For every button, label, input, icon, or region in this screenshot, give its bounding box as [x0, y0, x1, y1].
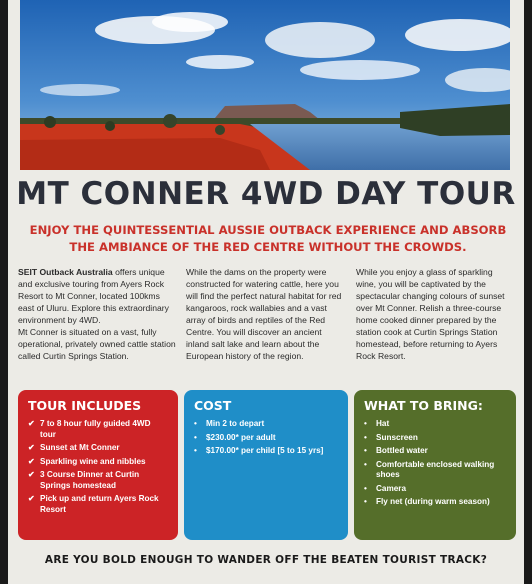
list-item: • Sunscreen [364, 432, 418, 442]
text-column-1 [18, 266, 176, 362]
tour-includes-list [28, 419, 168, 515]
list-item: ✔ 3 Course Dinner at Curtin Springs homestead [28, 470, 140, 490]
column-1-paragraph-1 [18, 266, 176, 326]
check-icon: ✔ [28, 443, 35, 452]
page-title: MT CONNER 4WD DAY TOUR [16, 176, 516, 212]
tour-includes-heading: TOUR INCLUDES [28, 398, 142, 413]
cost-list [194, 419, 338, 457]
bullet-icon: • [364, 419, 367, 428]
what-to-bring-list [364, 419, 506, 508]
footer-tagline: ARE YOU BOLD ENOUGH TO WANDER OFF THE BEATEN TOURIST TRACK? [44, 554, 488, 566]
hero-photo-mt-conner [20, 0, 510, 170]
check-icon: ✔ [28, 494, 35, 503]
list-item: ✔ 7 to 8 hour fully guided 4WD tour [28, 419, 151, 439]
landscape-illustration [20, 0, 510, 170]
bullet-icon: • [364, 497, 367, 506]
column-1-paragraph-2: Mt Conner is situated on a vast, fully operational, privately owned cattle station called Curtin Springs Station. [18, 327, 176, 361]
list-item: • Comfortable enclosed walking shoes [364, 459, 495, 479]
check-icon: ✔ [28, 470, 35, 479]
what-to-bring-heading: WHAT TO BRING: [364, 398, 483, 413]
list-item: • Min 2 to depart [194, 419, 265, 428]
bullet-icon: • [364, 432, 367, 442]
list-item: • Fly net (during warm season) [364, 497, 490, 506]
page-subtitle: ENJOY THE QUINTESSENTIAL AUSSIE OUTBACK EXPERIENCE AND ABSORB THE AMBIANCE OF THE RED CENTRE WITHOUT THE CROWDS. [29, 223, 507, 254]
text-column-3 [356, 266, 514, 362]
column-3-paragraph: While you enjoy a glass of sparkling wine, you will be captivated by the spectacular changing colours of sunset over Mt Conner. Relish a three-course home cooked dinner prepared by the station cook at Curtin Springs Station homestead, before returning to Ayers Rock Resort. [356, 267, 505, 361]
check-icon: ✔ [28, 419, 35, 428]
list-item: ✔ Sparkling wine and nibbles [28, 456, 146, 466]
brochure-page [8, 0, 524, 584]
bullet-icon: • [364, 446, 367, 455]
list-item: • Camera [364, 483, 407, 493]
column-2-paragraph: While the dams on the property were constructed for watering cattle, here you will find the perfect natural habitat for red kangaroos, rock wallabies and a vast array of birds and reptiles of the Red Centre. You will discover an ancient inland salt lake and learn about the European history of the region. [186, 267, 342, 361]
what-to-bring-box [354, 390, 516, 540]
list-item: • Hat [364, 419, 390, 428]
text-column-2 [186, 266, 344, 362]
tour-includes-box [18, 390, 178, 540]
bullet-icon: • [364, 459, 367, 469]
column-1-text: offers unique and exclusive touring from Ayers Rock Resort to Mt Conner, located 100kms east of Uluru. Explore this extraordinary environment by 4WD. [18, 267, 169, 325]
check-icon: ✔ [28, 456, 35, 466]
list-item: • $230.00* per adult [194, 432, 276, 442]
cost-heading: COST [194, 398, 232, 413]
bullet-icon: • [194, 419, 197, 428]
cost-box [184, 390, 348, 540]
company-name: SEIT Outback Australia [18, 267, 113, 277]
list-item: ✔ Pick up and return Ayers Rock Resort [28, 494, 159, 514]
list-item: • $170.00* per child [5 to 15 yrs] [194, 446, 324, 455]
bullet-icon: • [194, 446, 197, 455]
bullet-icon: • [364, 483, 367, 493]
bullet-icon: • [194, 432, 197, 442]
list-item: ✔ Sunset at Mt Conner [28, 443, 120, 452]
list-item: • Bottled water [364, 446, 428, 455]
